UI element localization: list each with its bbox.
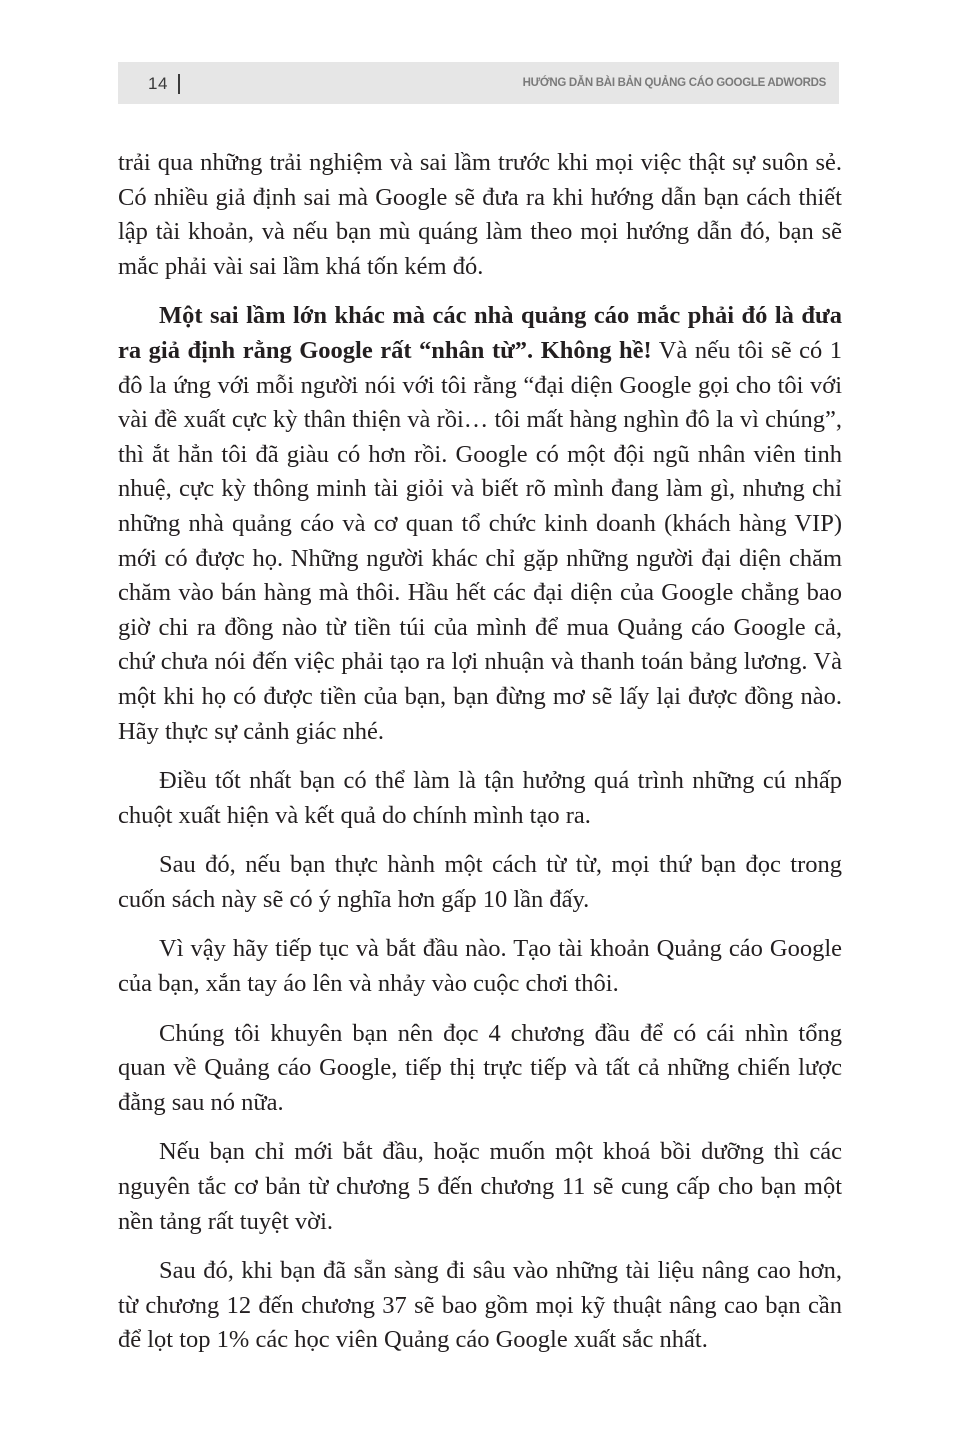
paragraph-2 — [118, 299, 842, 749]
running-title: HƯỚNG DẪN BÀI BẢN QUẢNG CÁO GOOGLE ADWORDS — [522, 77, 826, 89]
paragraph-4: Sau đó, nếu bạn thực hành một cách từ từ, mọi thứ bạn đọc trong cuốn sách này sẽ có ý nghĩa hơn gấp 10 lần đấy. — [118, 851, 842, 913]
paragraph-5: Vì vậy hãy tiếp tục và bắt đầu nào. Tạo tài khoản Quảng cáo Google của bạn, xắn tay áo lên và nhảy vào cuộc chơi thôi. — [118, 935, 842, 998]
paragraph-8: Sau đó, khi bạn đã sẵn sàng đi sâu vào những tài liệu nâng cao hơn, từ chương 12 đến chương 37 sẽ bao gồm mọi kỹ thuật nâng cao bạn cần để lọt top 1% các học viên Quảng cáo Google xuất sắc nhất. — [118, 1257, 842, 1354]
paragraph-3: Điều tốt nhất bạn có thể làm là tận hưởng quá trình những cú nhấp chuột xuất hiện và kết quả do chính mình tạo ra. — [118, 767, 842, 829]
paragraph-7: Nếu bạn chỉ mới bắt đầu, hoặc muốn một khoá bồi dưỡng thì các nguyên tắc cơ bản từ chương 5 đến chương 11 sẽ cung cấp cho bạn một nền tảng rất tuyệt vời. — [118, 1138, 842, 1235]
header-divider — [178, 74, 180, 94]
paragraph-2-rest: Và nếu tôi sẽ có 1 đô la ứng với mỗi người nói với tôi rằng “đại diện Google gọi cho tôi với vài đề xuất cực kỳ thân thiện và rồi… tôi mất hàng nghìn đô la vì chúng”, thì ắt hẳn tôi đã giàu có hơn rồi. Google có một đội ngũ nhân viên tinh nhuệ, cực kỳ thông minh tài giỏi và biết rõ mình đang làm gì, nhưng chỉ những nhà quảng cáo và cơ quan tổ chức kinh doanh (khách hàng VIP) mới có được họ. Những người khác chỉ gặp những người đại diện chăm chăm vào bán hàng mà thôi. Hầu hết các đại diện của Google chẳng bao giờ chi ra đồng nào từ tiền túi của mình để mua Quảng cáo Google cả, chứ chưa nói đến việc phải tạo ra lợi nhuận và thanh toán bảng lương. Và một khi họ có được tiền của bạn, bạn đừng mơ sẽ lấy lại được đồng nào. Hãy thực sự cảnh giác nhé. — [118, 336, 842, 745]
page-header — [118, 62, 839, 104]
paragraph-2-bold: Một sai lầm lớn khác mà các nhà quảng cáo mắc phải đó là đưa ra giả định rằng Google rất “nhân từ”. Không hề! — [118, 302, 842, 364]
paragraph-6: Chúng tôi khuyên bạn nên đọc 4 chương đầu để có cái nhìn tổng quan về Quảng cáo Google, tiếp thị trực tiếp và tất cả những chiến lược đằng sau nó nữa. — [118, 1019, 842, 1116]
paragraph-1: trải qua những trải nghiệm và sai lầm trước khi mọi việc thật sự suôn sẻ. Có nhiều giả định sai mà Google sẽ đưa ra khi hướng dẫn bạn cách thiết lập tài khoản, và nếu bạn mù quáng làm theo mọi hướng dẫn đó, bạn sẽ mắc phải vài sai lầm khá tốn kém đó. — [118, 149, 842, 280]
body-text — [118, 146, 842, 1373]
page-number: 14 — [148, 74, 168, 93]
